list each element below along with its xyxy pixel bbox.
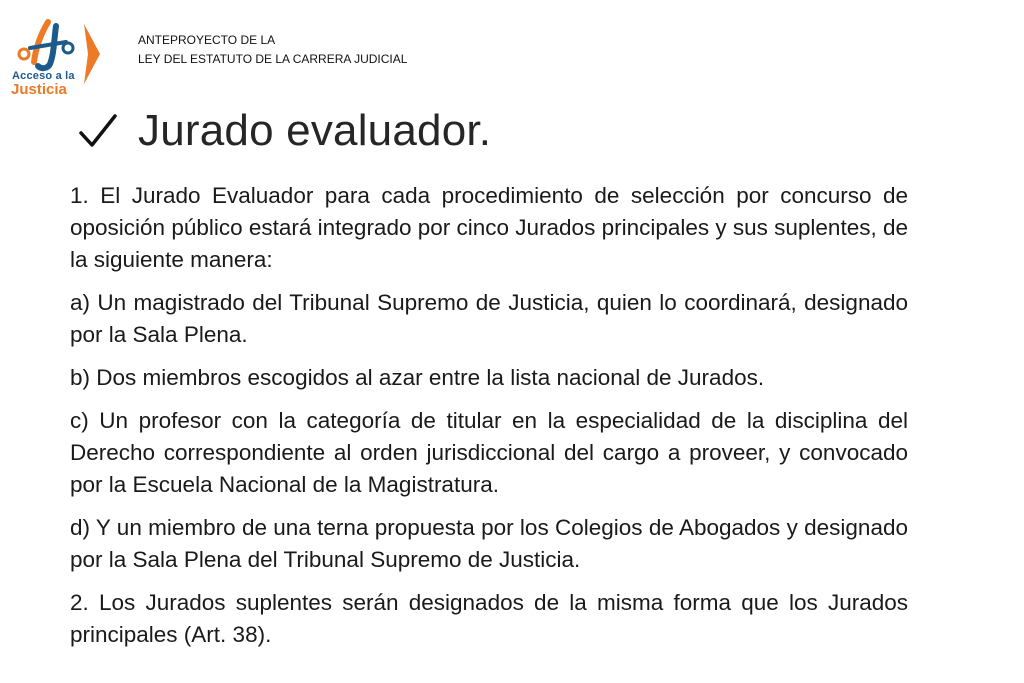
paragraph-1: 1. El Jurado Evaluador para cada procedimiento de selección por concurso de oposición público estará integrado por cinco Jurados principales y sus suplentes, de la siguiente manera: — [70, 183, 908, 272]
paragraph-b: b) Dos miembros escogidos al azar entre la lista nacional de Jurados. — [70, 365, 765, 390]
paragraph-a: a) Un magistrado del Tribunal Supremo de Justicia, quien lo coordinará, designado por la Sala Plena. — [70, 290, 908, 347]
header-line-1: ANTEPROYECTO DE LA — [138, 33, 276, 47]
body-text — [70, 180, 908, 662]
logo-text-line2: Justicia — [11, 81, 67, 98]
header-line-2: LEY DEL ESTATUTO DE LA CARRERA JUDICIAL — [138, 52, 408, 66]
title-row — [78, 100, 491, 162]
checkmark-icon — [78, 111, 118, 151]
page-title: Jurado evaluador. — [138, 106, 492, 155]
paragraph-c: c) Un profesor con la categoría de titular en la especialidad de la disciplina del Derecho correspondiente al orden jurisdiccional del cargo a proveer, y convocado por la Escuela Nacional de la Magistratura. — [70, 408, 908, 497]
logo — [8, 18, 106, 100]
logo-text-line1: Acceso a la — [12, 70, 75, 82]
paragraph-d: d) Y un miembro de una terna propuesta por los Colegios de Abogados y designado por la Sala Plena del Tribunal Supremo de Justicia. — [70, 515, 908, 572]
paragraph-2: 2. Los Jurados suplentes serán designados de la misma forma que los Jurados principales (Art. 38). — [70, 590, 908, 647]
